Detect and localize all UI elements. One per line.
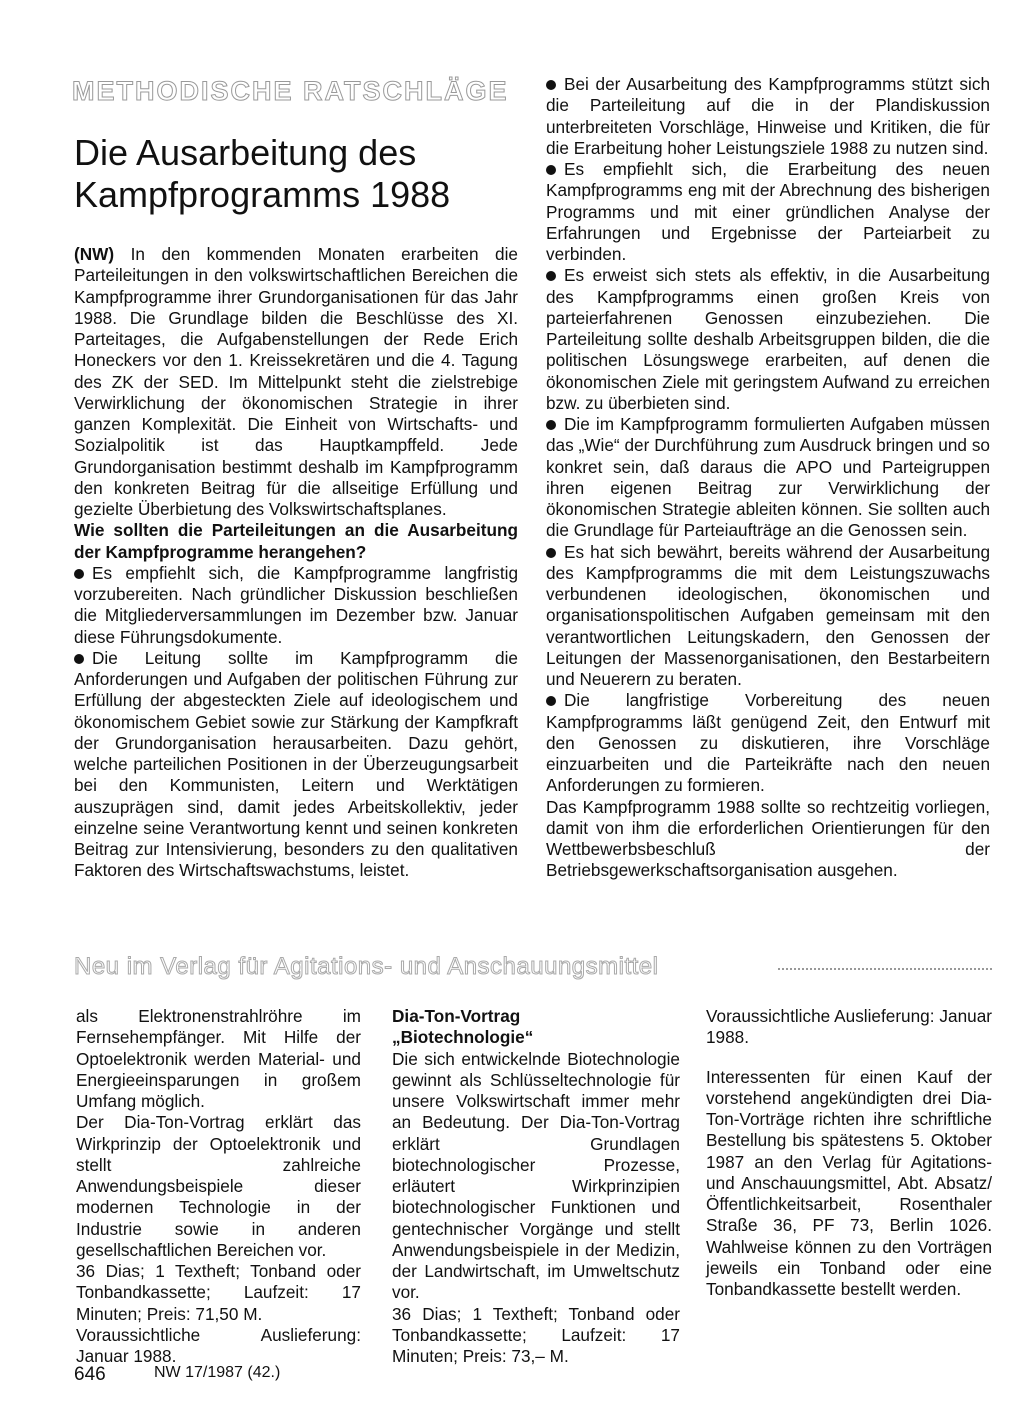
product-title: Dia-Ton-Vortrag	[392, 1006, 521, 1026]
lower-paragraph: Der Dia-Ton-Vortrag erklärt das Wirkprinzip der Optoelektronik und stellt zahlreiche Anwendungsbeispiele dieser modernen Technologie in der Industrie sowie in anderen gesellschaftlichen Bereichen vor.	[76, 1112, 361, 1260]
article-headline: Die Ausarbeitung des Kampfprogramms 1988	[74, 132, 451, 215]
bullet-paragraph	[546, 542, 990, 691]
section-kicker: METHODISCHE RATSCHLÄGE	[72, 76, 509, 106]
bullet-icon	[546, 548, 556, 558]
article-column-left	[74, 244, 518, 882]
bullet-text: Bei der Ausarbeitung des Kampfprogramms stützt sich die Parteileitung auf die in der Plandiskussion unterbreiteten Vorschläge, Hinweise und Kritiken, die für die Erarbeitung hoher Leistungsziele 1988 zu nutzen sind.	[546, 74, 990, 158]
product-subtitle: „Biotechnologie“	[392, 1027, 534, 1048]
bullet-paragraph	[546, 265, 990, 414]
page-number: 646	[74, 1364, 106, 1385]
bullet-icon	[546, 696, 556, 706]
lower-paragraph: Voraussichtliche Auslieferung: Januar 1988.	[706, 1006, 992, 1048]
article-intro	[74, 244, 518, 520]
article-column-right	[546, 74, 990, 882]
lower-paragraph: 36 Dias; 1 Textheft; Tonband oder Tonbandkassette; Laufzeit: 17 Minuten; Preis: 71,50 M.	[76, 1261, 361, 1324]
bullet-paragraph	[74, 563, 518, 648]
section-band-rule	[778, 968, 992, 970]
bullet-icon	[546, 271, 556, 281]
intro-label: (NW)	[74, 244, 115, 264]
bullet-text: Die Leitung sollte im Kampfprogramm die Anforderungen und Aufgaben der politischen Führung zur Erfüllung der abgesteckten Ziele auf ideologischem und ökonomischem Gebiet sowie zur Stärkung der Kampfkraft der Grundorganisation herausarbeiten. Dazu gehört, welche parteilichen Positionen in der Überzeugungsarbeit bei den Kommunisten, Leitern und Werktätigen auszuprägen sind, damit jedes Arbeitskollektiv, jeder einzelne seine Verantwortung kennt und seinen konkreten Beitrag zur Intensivierung, besonders zu den qualitativen Faktoren des Wirtschaftswachstums, leistet.	[74, 647, 518, 881]
lower-paragraph: Voraussichtliche Auslieferung: Januar 1988.	[76, 1324, 361, 1366]
bullet-text: Es hat sich bewährt, bereits während der Ausarbeitung des Kampfprogramms die mit dem Leistungszuwachs verbundenen ideologischen, ökonomischen und organisationspolitischen Aufgaben gemeinsam mit den verantwortlichen Leitungskadern, den Genossen der Leitungen der Massenorganisationen, den Bestarbeitern und Neuerern zu beraten.	[546, 541, 990, 689]
lower-column-2	[392, 1006, 680, 1367]
bullet-paragraph	[546, 690, 990, 796]
bullet-text: Es erweist sich stets als effektiv, in die Ausarbeitung des Kampfprogramms einen großen Kreis von parteierfahrenen Genossen einzubeziehen. Die Parteileitung sollte deshalb Arbeitsgruppen bilden, die die politischen Lösungswege erarbeiten, auf denen die ökonomischen Ziele mit geringstem Aufwand zu erreichen bzw. zu überbieten sind.	[546, 265, 990, 413]
bullet-icon	[546, 80, 556, 90]
bullet-text: Es empfiehlt sich, die Kampfprogramme langfristig vorzubereiten. Nach gründlicher Diskussion beschließen die Mitgliederversammlungen im Dezember bzw. Januar diese Führungsdokumente.	[74, 562, 518, 647]
bullet-paragraph	[74, 648, 518, 882]
lower-paragraph: als Elektronenstrahlröhre im Fernsehempfänger. Mit Hilfe der Optoelektronik werden Material- und Energieeinsparungen in großem Umfang möglich.	[76, 1006, 361, 1111]
lower-column-3	[706, 1006, 992, 1300]
bullet-icon	[546, 165, 556, 175]
bullet-icon	[74, 569, 84, 579]
bullet-text: Es empfiehlt sich, die Erarbeitung des neuen Kampfprogramms eng mit der Abrechnung des bisherigen Programms und mit einer gründlichen Analyse der Erfahrungen und Ergebnisse der Parteiarbeit zu verbinden.	[546, 159, 990, 264]
bullet-paragraph	[546, 414, 990, 542]
bullet-paragraph	[546, 74, 990, 159]
bullet-text: Die langfristige Vorbereitung des neuen Kampfprogramms läßt genügend Zeit, den Entwurf mit den Genossen zu diskutieren, ihre Vorschläge einzuarbeiten und die Parteikräfte nach den neuen Anforderungen zu formieren.	[546, 690, 990, 796]
issue-line: NW 17/1987 (42.)	[154, 1364, 281, 1381]
lower-paragraph: Die sich entwickelnde Biotechnologie gewinnt als Schlüsseltechnologie für unsere Volkswirtschaft immer mehr an Bedeutung. Der Dia-Ton-Vortrag erklärt Grundlagen biotechnologischer Prozesse, erläutert Wirkprinzipien biotechnologischer Funktionen und gentechnischer Vorgänge und stellt Anwendungsbeispiele in der Medizin, der Landwirtschaft, im Umweltschutz vor.	[392, 1048, 680, 1303]
intro-text: In den kommenden Monaten erarbeiten die Parteileitungen in den volkswirtschaftlichen Bereichen die Kampfprogramme ihrer Grundorganisationen für das Jahr 1988. Die Grundlage bilden die Beschlüsse des XI. Parteitages, die Aufgabenstellungen der Rede Erich Honeckers vor den 1. Kreissekretären und die 4. Tagung des ZK der SED. Im Mittelpunkt steht die zielstrebige Verwirklichung der ökonomischen Strategie in ihrer ganzen Komplexität. Die Einheit von Wirtschafts- und Sozialpolitik ist das Hauptkampffeld. Jede Grundorganisation bestimmt deshalb im Kampfprogramm den konkreten Beitrag für die allseitige Erfüllung und gezielte Überbietung des Volkswirtschaftsplanes.	[74, 244, 518, 519]
bullet-paragraph	[546, 159, 990, 265]
lower-paragraph: 36 Dias; 1 Textheft; Tonband oder Tonbandkassette; Laufzeit: 17 Minuten; Preis: 73,– M.	[392, 1303, 680, 1366]
lower-column-1	[76, 1006, 361, 1367]
lower-paragraph: Interessenten für einen Kauf der vorstehend angekündigten drei Dia-Ton-Vorträge richten ihre schriftliche Bestellung bis spätestens 5. Oktober 1987 an den Verlag für Agitations- und Anschauungsmittel, Abt. Absatz/Öffentlichkeitsarbeit, Rosenthaler Straße 36, PF 73, Berlin 1026. Wahlweise können zu den Vorträgen jeweils ein Tonband oder eine Tonbandkassette bestellt werden.	[706, 1066, 992, 1299]
bullet-icon	[74, 654, 84, 664]
bullet-icon	[546, 420, 556, 430]
section-band-title: Neu im Verlag für Agitations- und Anschauungsmittel	[74, 953, 659, 980]
article-question: Wie sollten die Parteileitungen an die Ausarbeitung der Kampfprogramme herangehen?	[74, 520, 518, 562]
closing-paragraph: Das Kampfprogramm 1988 sollte so rechtzeitig vorliegen, damit von ihm die erforderlichen Orientierungen für den Wettbewerbsbeschluß der Betriebsgewerkschaftsorganisation ausgehen.	[546, 796, 990, 881]
bullet-text: Die im Kampfprogramm formulierten Aufgaben müssen das „Wie“ der Durchführung zum Ausdruck bringen und so konkret sein, daß daraus die APO und Parteigruppen ihren eigenen Beitrag zur Verwirklichung der ökonomischen Strategie ableiten können. Sie sollten auch die Grundlage für Parteiaufträge an die Genossen sein.	[546, 414, 990, 541]
